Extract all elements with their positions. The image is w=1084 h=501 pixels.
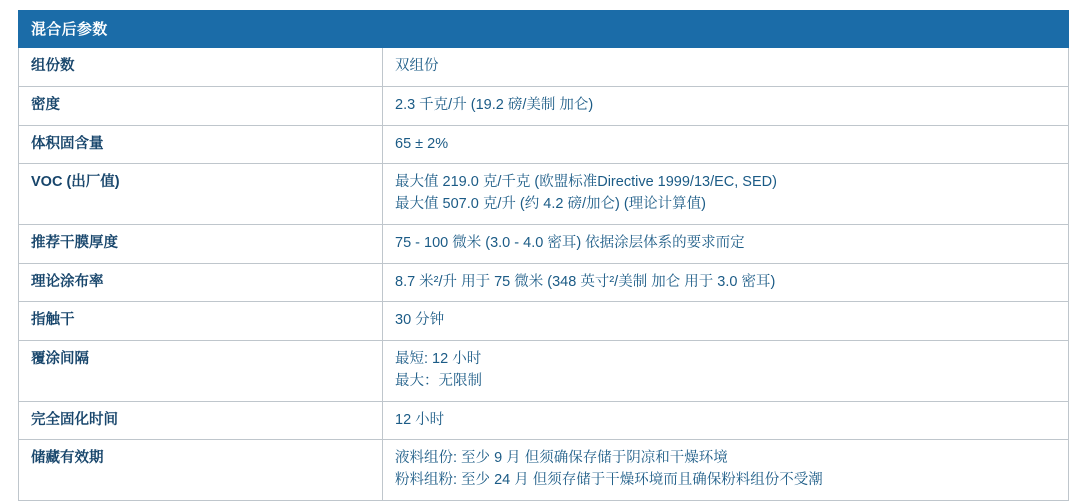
- row-label: 理论涂布率: [19, 263, 383, 302]
- row-value: [383, 224, 1069, 263]
- table-row: [19, 125, 1069, 164]
- row-value: [383, 401, 1069, 440]
- table-title: 混合后参数: [19, 11, 1069, 48]
- row-value: [383, 341, 1069, 402]
- table-row: [19, 401, 1069, 440]
- row-value: [383, 440, 1069, 501]
- row-label: 体积固含量: [19, 125, 383, 164]
- row-value-line: 最大：无限制: [395, 372, 482, 389]
- table-row: [19, 48, 1069, 87]
- table-body: [19, 48, 1069, 501]
- row-label: 密度: [19, 86, 383, 125]
- row-value-line: 液料组份: 至少 9 月 但须确保存储于阴凉和干燥环境: [395, 450, 728, 467]
- row-label: 组份数: [19, 48, 383, 87]
- row-value: [383, 86, 1069, 125]
- table-row: [19, 86, 1069, 125]
- row-value-line: 30 分钟: [395, 312, 445, 329]
- table-row: [19, 341, 1069, 402]
- row-value-line: 最大值 507.0 克/升 (约 4.2 磅/加仑) (理论计算值): [395, 196, 706, 212]
- row-value-line: 最大值 219.0 克/千克 (欧盟标准Directive 1999/13/EC, SED): [395, 174, 777, 191]
- row-value-line: 12 小时: [395, 411, 445, 428]
- row-value-line: 最短: 12 小时: [395, 351, 482, 367]
- row-value-line: 75 - 100 微米 (3.0 - 4.0 密耳) 依据涂层体系的要求而定: [395, 234, 745, 251]
- table-row: [19, 263, 1069, 302]
- row-value-line: 2.3 千克/升 (19.2 磅/美制 加仑): [395, 96, 594, 113]
- table-row: [19, 224, 1069, 263]
- row-value: [383, 263, 1069, 302]
- row-label: 指触干: [19, 302, 383, 341]
- row-value: [383, 302, 1069, 341]
- row-label: VOC (出厂值): [19, 164, 383, 225]
- mixed-parameters-table: [18, 10, 1069, 501]
- table-row: [19, 440, 1069, 501]
- row-value-line: 65 ± 2%: [395, 135, 449, 152]
- row-value: [383, 164, 1069, 225]
- row-value: [383, 48, 1069, 87]
- row-value-line: 双组份: [395, 58, 439, 74]
- table-header-row: [19, 11, 1069, 48]
- row-label: 覆涂间隔: [19, 341, 383, 402]
- table-row: [19, 302, 1069, 341]
- table-row: [19, 164, 1069, 225]
- row-label: 完全固化时间: [19, 401, 383, 440]
- row-label: 储藏有效期: [19, 440, 383, 501]
- row-value-line: 8.7 米²/升 用于 75 微米 (348 英寸²/美制 加仑 用于 3.0 密耳): [395, 273, 776, 290]
- row-value-line: 粉料组粉: 至少 24 月 但须存储于干燥环境而且确保粉料组份不受潮: [395, 472, 823, 488]
- row-label: 推荐干膜厚度: [19, 224, 383, 263]
- row-value: [383, 125, 1069, 164]
